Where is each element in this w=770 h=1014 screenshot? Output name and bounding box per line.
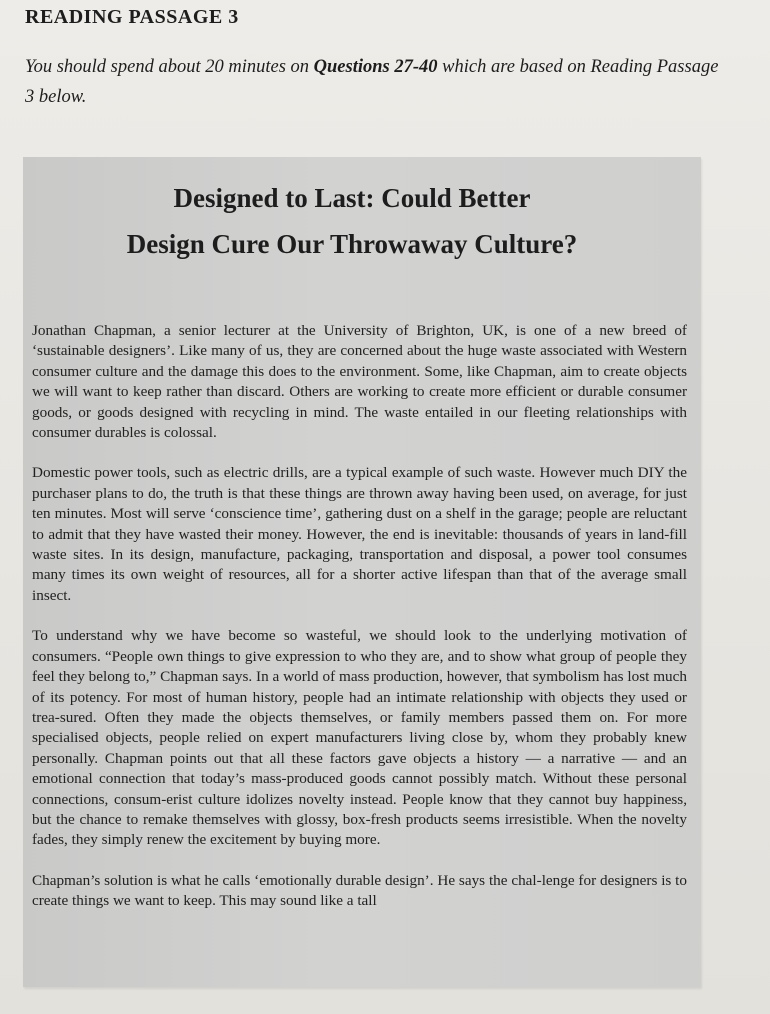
instructions (25, 52, 725, 112)
paragraph-3: To understand why we have become so wasteful, we should look to the underlying motivation of consumers. “People own things to give expression to who they are, and to show what group of people they feel they belong to,” Chapman says. In a world of mass production, however, that symbolism has lost much of its potency. For most of human history, people had an intimate relationship with objects they used or trea-sured. Often they made the objects themselves, or family members passed them on. For more specialised objects, people relied on expert manufacturers living close by, whom they probably knew personally. Chapman points out that all these factors gave objects a history — a narrative — and an emotional connection that today’s mass-produced goods cannot possibly match. Without these personal connections, consum-erist culture idolizes novelty instead. People know that they cannot buy happiness, but the chance to remake themselves with glossy, box-fresh products seems irresistible. When the novelty fades, they simply renew the excitement by buying more. (32, 627, 687, 849)
paragraph-2: Domestic power tools, such as electric drills, are a typical example of such waste. However much DIY the purchaser plans to do, the truth is that these things are thrown away having been used, on average, for just ten minutes. Most will serve ‘conscience time’, gathering dust on a shelf in the garage; people are reluctant to admit that they have wasted their money. However, the end is inevitable: thousands of years in land-fill waste sites. In its design, manufacture, packaging, transportation and disposal, a power tool consumes many times its own weight of resources, all for a shorter active lifespan than that of the average small insect. (32, 464, 687, 604)
passage-box (23, 157, 701, 987)
section-title: READING PASSAGE 3 (25, 6, 239, 28)
passage-title-line-1: Designed to Last: Could Better (173, 183, 531, 213)
instructions-text-after: which are based on Reading Passage 3 below. (25, 57, 719, 107)
paragraph-4: Chapman’s solution is what he calls ‘emotionally durable design’. He says the chal-lenge for designers is to create things we want to keep. This may sound like a tall (32, 871, 687, 910)
instructions-text-before: You should spend about 20 minutes on (25, 57, 314, 77)
question-range: Questions 27-40 (313, 57, 438, 77)
passage-title-line-2: Design Cure Our Throwaway Culture? (126, 229, 578, 259)
paragraph-1: Jonathan Chapman, a senior lecturer at the University of Brighton, UK, is one of a new breed of ‘sustainable designers’. Like many of us, they are concerned about the huge waste associated with Western consumer culture and the damage this does to the environment. Some, like Chapman, aim to create objects we will want to keep rather than discard. Others are working to create more efficient or durable consumer goods, or goods designed with recycling in mind. The waste entailed in our fleeting relationships with consumer durables is colossal. (32, 322, 687, 442)
passage-title (23, 175, 701, 267)
